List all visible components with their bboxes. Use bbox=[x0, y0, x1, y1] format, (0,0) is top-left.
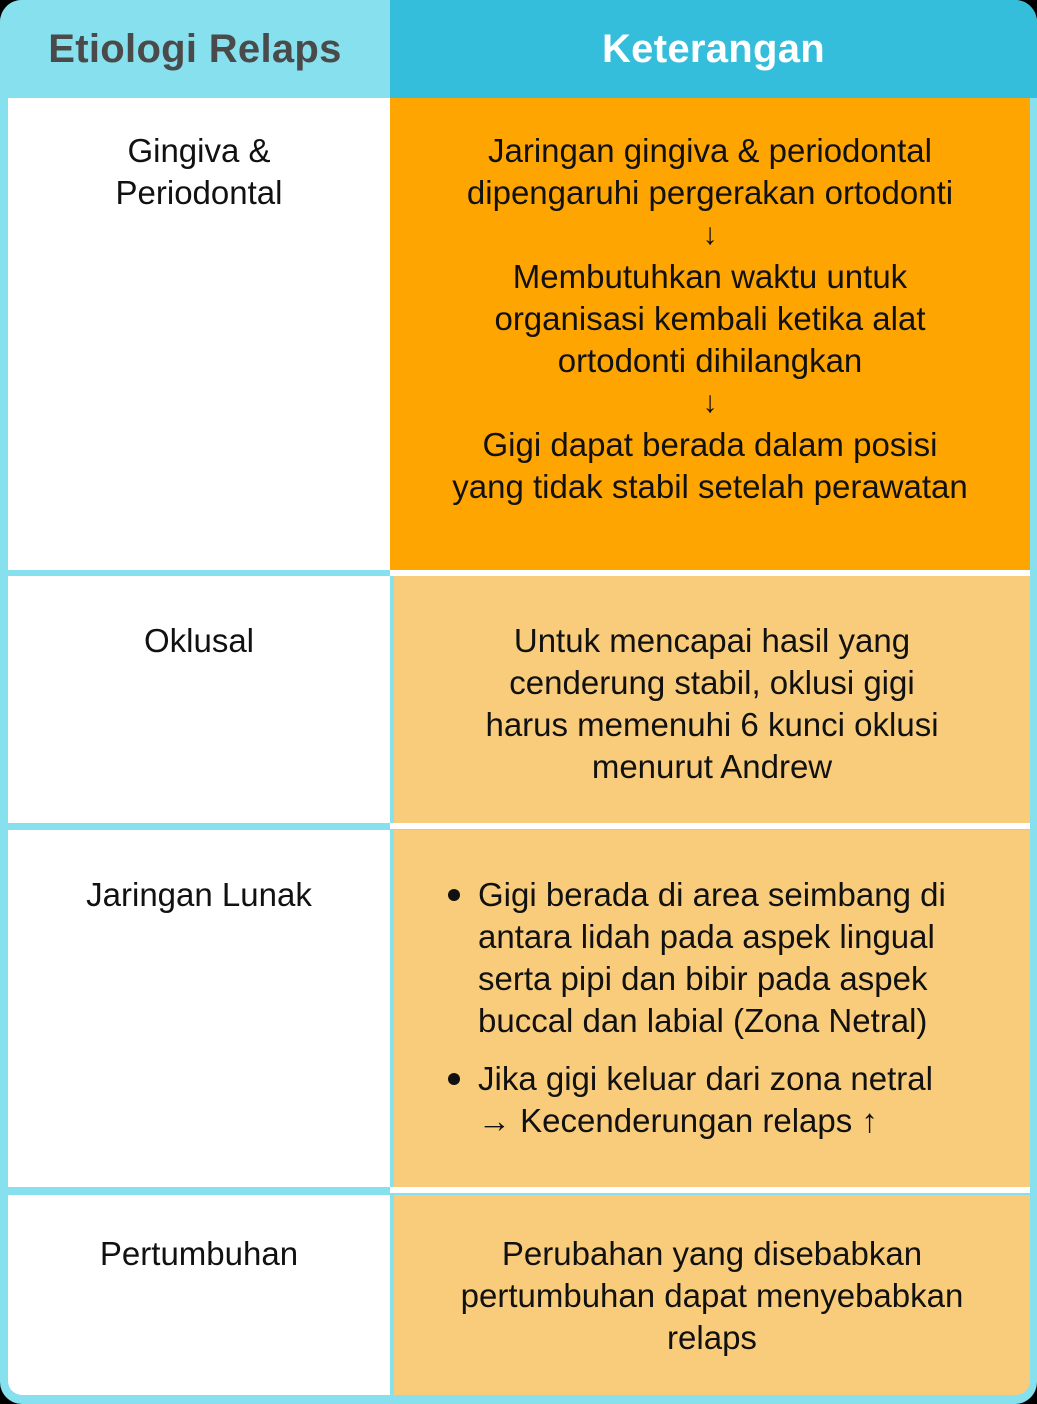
description-line: Membutuhkan waktu untuk bbox=[512, 258, 908, 295]
description-cell-oklusal bbox=[394, 576, 1030, 823]
description-line: organisasi kembali ketika alat bbox=[494, 300, 926, 337]
etiology-cell-gingiva bbox=[8, 98, 390, 570]
description-line: Jaringan gingiva & periodontal bbox=[488, 132, 932, 169]
etiology-line: Gingiva & bbox=[127, 132, 271, 169]
etiology-cell-oklusal bbox=[8, 576, 390, 823]
etiology-line: Periodontal bbox=[115, 174, 283, 211]
description-line: dipengaruhi pergerakan ortodonti bbox=[466, 174, 954, 211]
description-line: Perubahan yang disebabkan bbox=[501, 1235, 923, 1272]
bullet-icon bbox=[448, 1073, 460, 1085]
description-line: ortodonti dihilangkan bbox=[557, 342, 863, 379]
header-description-label: Keterangan bbox=[601, 26, 826, 71]
etiology-cell-jaringan-lunak bbox=[8, 830, 390, 1187]
etiology-line: Pertumbuhan bbox=[99, 1235, 299, 1272]
description-line: relaps bbox=[667, 1319, 757, 1356]
bullet-line: Gigi berada di area seimbang di bbox=[478, 876, 946, 913]
etiology-line: Jaringan Lunak bbox=[86, 876, 312, 913]
bullet-item bbox=[442, 874, 982, 1042]
bullet-item bbox=[442, 1058, 982, 1142]
description-cell-gingiva bbox=[390, 98, 1030, 570]
arrow-down-icon: ↓ bbox=[702, 218, 718, 251]
description-line: Untuk mencapai hasil yang bbox=[513, 622, 911, 659]
row-divider bbox=[390, 1187, 1030, 1193]
description-line: yang tidak stabil setelah perawatan bbox=[452, 468, 968, 505]
header-etiology bbox=[0, 0, 390, 98]
description-cell-jaringan-lunak bbox=[394, 830, 1030, 1187]
header-description bbox=[390, 0, 1037, 98]
bullet-icon bbox=[448, 889, 460, 901]
description-line: cenderung stabil, oklusi gigi bbox=[509, 664, 915, 701]
etiology-line: Oklusal bbox=[143, 622, 255, 659]
row-divider bbox=[390, 823, 1030, 829]
description-line: menurut Andrew bbox=[591, 748, 833, 785]
description-line: Gigi dapat berada dalam posisi bbox=[482, 426, 938, 463]
bullet-line: serta pipi dan bibir pada aspek bbox=[478, 960, 928, 997]
bullet-list bbox=[442, 874, 982, 1158]
description-line: pertumbuhan dapat menyebabkan bbox=[460, 1277, 964, 1314]
bullet-line: → Kecenderungan relaps ↑ bbox=[478, 1102, 878, 1139]
header-etiology-label: Etiologi Relaps bbox=[48, 26, 342, 71]
bullet-line: antara lidah pada aspek lingual bbox=[478, 918, 935, 955]
etiology-cell-pertumbuhan bbox=[8, 1195, 390, 1395]
description-cell-pertumbuhan bbox=[394, 1195, 1030, 1395]
arrow-down-icon: ↓ bbox=[702, 386, 718, 419]
bullet-line: buccal dan labial (Zona Netral) bbox=[478, 1002, 928, 1039]
bullet-line: Jika gigi keluar dari zona netral bbox=[478, 1060, 933, 1097]
description-line: harus memenuhi 6 kunci oklusi bbox=[485, 706, 939, 743]
